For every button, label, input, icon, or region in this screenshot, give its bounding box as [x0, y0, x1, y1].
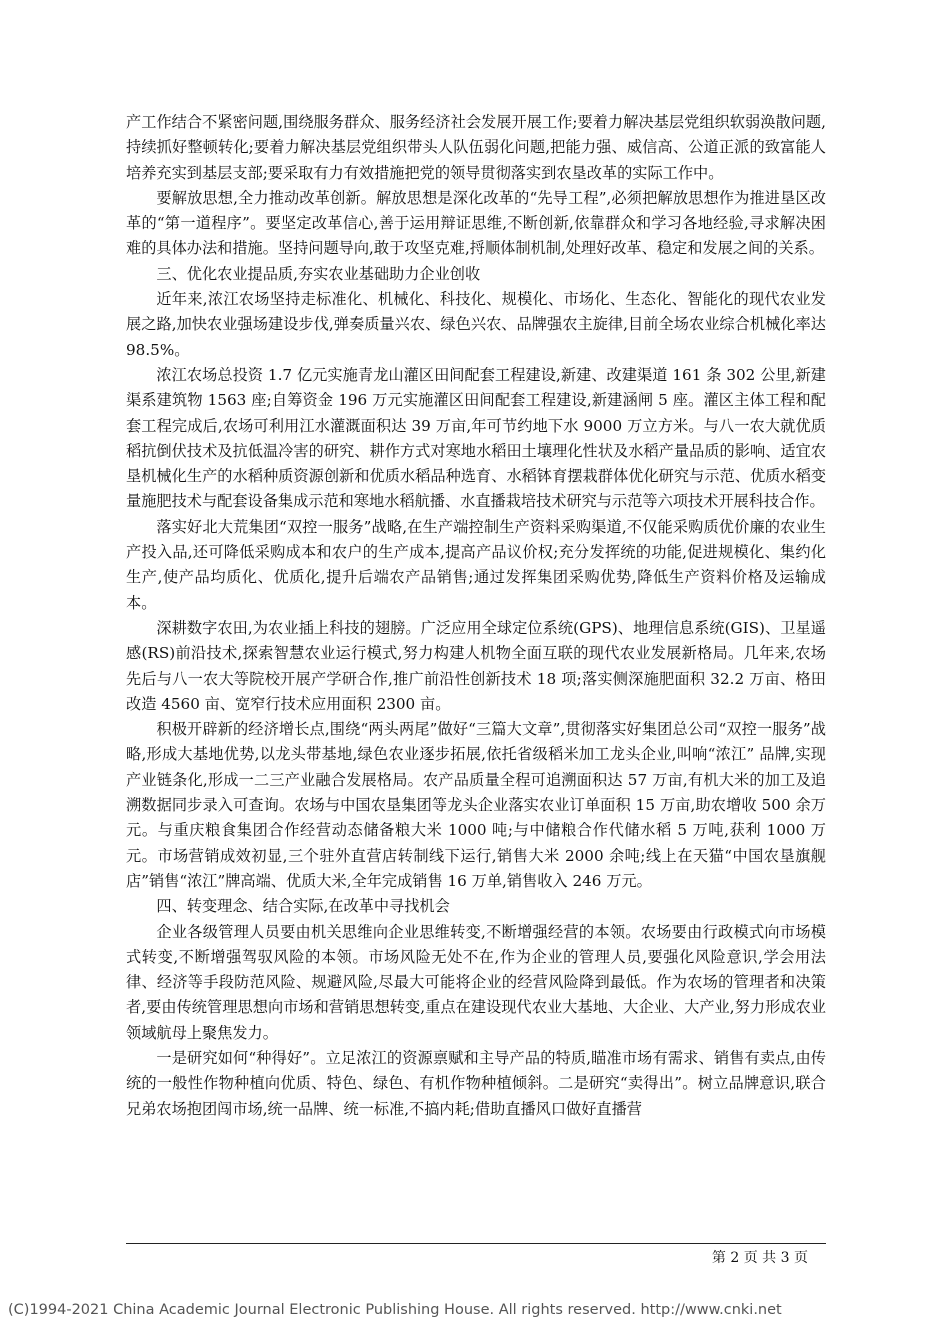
paragraph-7: 深耕数字农田,为农业插上科技的翅膀。广泛应用全球定位系统(GPS)、地理信息系统(GIS)、卫星遥感(RS)前沿技术,探索智慧农业运行模式,努力构建人机物全面互联的现代农业发展新格局。几年来,农场先后与八一农大等院校开展产学研合作,推广前沿性创新技术 18 项;落实侧深施肥面积 32.2 万亩、格田改造 4560 亩、宽窄行技术应用面积 2300 亩。	[126, 618, 826, 713]
paragraph-2: 要解放思想,全力推动改革创新。解放思想是深化改革的“先导工程”,必须把解放思想作为推进垦区改革的“第一道程序”。要坚定改革信心,善于运用辩证思维,不断创新,依靠群众和学习各地经验,寻求解决困难的具体办法和措施。坚持问题导向,敢于攻坚克难,捋顺体制机制,处理好改革、稳定和发展之间的关系。	[126, 188, 826, 258]
paragraph-11: 一是研究如何“种得好”。立足浓江的资源禀赋和主导产品的特质,瞄准市场有需求、销售有卖点,由传统的一般性作物种植向优质、特色、绿色、有机作物种植倾斜。二是研究“卖得出”。树立品牌意识,联合兄弟农场抱团闯市场,统一品牌、统一标准,不搞内耗;借助直播风口做好直播营	[126, 1048, 826, 1118]
section-heading-3: 三、优化农业提品质,夯实农业基础助力企业创收	[156, 264, 481, 283]
page-number: 第 2 页 共 3 页	[711, 1250, 808, 1266]
paragraph-1: 产工作结合不紧密问题,围绕服务群众、服务经济社会发展开展工作;要着力解决基层党组织软弱涣散问题,持续抓好整顿转化;要着力解决基层党组织带头人队伍弱化问题,把能力强、威信高、公道正派的致富能人培养充实到基层支部;要采取有力有效措施把党的领导贯彻落实到农垦改革的实际工作中。	[126, 113, 826, 182]
paragraph-5: 浓江农场总投资 1.7 亿元实施青龙山灌区田间配套工程建设,新建、改建渠道 161 条 302 公里,新建渠系建筑物 1563 座;自筹资金 196 万元实施灌区田间配套工程建设,新建涵闸 5 座。灌区主体工程和配套工程完成后,农场可利用江水灌溉面积达 39 万亩,年可节约地下水 9000 万立方米。与八一农大就优质稻抗倒伏技术及抗低温冷害的研究、耕作方式对寒地水稻田土壤理化性状及水稻产量品质的影响、适宜农垦机械化生产的水稻种质资源创新和优质水稻品种选育、水稻钵育摆栽群体优化研究与示范、优质水稻变量施肥技术与配套设备集成示范和寒地水稻航播、水直播栽培技术研究与示范等六项技术开展科技合作。	[126, 365, 826, 511]
copyright-notice: (C)1994-2021 China Academic Journal Electronic Publishing House. All rights reserved. http://www.cnki.net	[8, 1302, 782, 1318]
section-heading-4: 四、转变理念、结合实际,在改革中寻找机会	[156, 897, 450, 916]
footer-divider	[126, 1243, 826, 1244]
paragraph-8: 积极开辟新的经济增长点,围绕“两头两尾”做好“三篇大文章”,贯彻落实好集团总公司“双控一服务”战略,形成大基地优势,以龙头带基地,绿色农业逐步拓展,依托省级稻米加工龙头企业,叫响“浓江” 品牌,实现产业链条化,形成一二三产业融合发展格局。农产品质量全程可追溯面积达 57 万亩,有机大米的加工及追溯数据同步录入可查询。农场与中国农垦集团等龙头企业落实农业订单面积 15 万亩,助农增收 500 余万元。与重庆粮食集团合作经营动态储备粮大米 1000 吨;与中储粮合作代储水稻 5 万吨,获利 1000 万元。市场营销成效初显,三个驻外直营店转制线下运行,销售大米 2000 余吨;线上在天猫“中国农垦旗舰店”销售“浓江”牌高端、优质大米,全年完成销售 16 万单,销售收入 246 万元。	[126, 720, 826, 890]
document-body	[126, 110, 826, 1122]
paragraph-10: 企业各级管理人员要由机关思维向企业思维转变,不断增强经营的本领。农场要由行政模式向市场模式转变,不断增强驾驭风险的本领。市场风险无处不在,作为企业的管理人员,要强化风险意识,学会用法律、经济等手段防范风险、规避风险,尽最大可能将企业的经营风险降到最低。作为农场的管理者和决策者,要由传统管理思想向市场和营销思想转变,重点在建设现代农业大基地、大企业、大产业,努力形成农业领域航母上聚焦发力。	[126, 922, 826, 1042]
paragraph-4: 近年来,浓江农场坚持走标准化、机械化、科技化、规模化、市场化、生态化、智能化的现代农业发展之路,加快农业强场建设步伐,弹奏质量兴农、绿色兴农、品牌强农主旋律,目前全场农业综合机械化率达 98.5%。	[126, 290, 826, 359]
paragraph-6: 落实好北大荒集团“双控一服务”战略,在生产端控制生产资料采购渠道,不仅能采购质优价廉的农业生产投入品,还可降低采购成本和农户的生产成本,提高产品议价权;充分发挥统的功能,促进规模化、集约化生产,使产品均质化、优质化,提升后端农产品销售;通过发挥集团采购优势,降低生产资料价格及运输成本。	[126, 517, 826, 612]
